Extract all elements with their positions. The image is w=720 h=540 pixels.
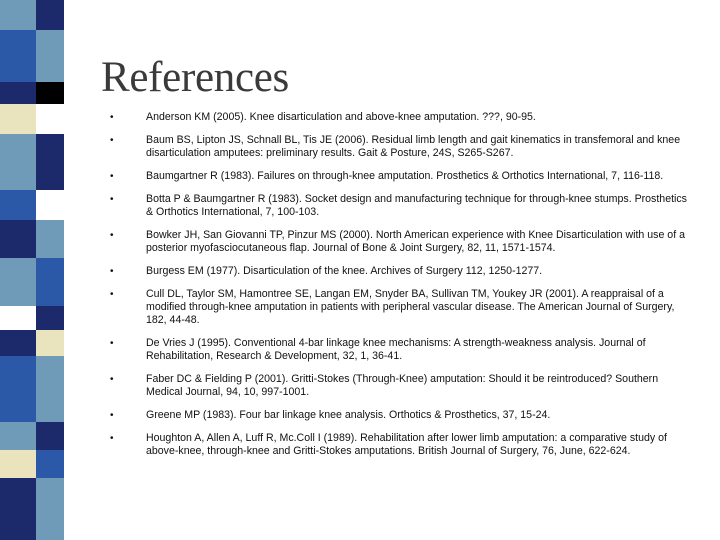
reference-text: Baum BS, Lipton JS, Schnall BL, Tis JE (2006). Residual limb length and gait kinematics in transfemoral and knee disarticulation amputees: preliminary results. Gait & Posture, 24S, S265-S267. [146,134,681,159]
bullet-icon: • [110,230,114,241]
stripe-block [36,134,64,190]
stripe-block [36,450,64,478]
stripe-block [0,306,36,330]
stripe-block [0,258,36,306]
reference-list [110,111,690,468]
reference-item [110,373,690,399]
stripe-block [0,82,36,104]
reference-text: Baumgartner R (1983). Failures on through-knee amputation. Prosthetics & Orthotics International, 7, 116-118. [146,170,664,182]
stripe-block [36,220,64,258]
bullet-icon: • [110,112,114,123]
reference-text: Bowker JH, San Giovanni TP, Pinzur MS (2000). North American experience with Knee Disarticulation with use of a posterior myofasciocutaneous flap. Journal of Bone & Joint Surgery, 82, 11, 1571-1574. [146,229,685,254]
reference-text: Houghton A, Allen A, Luff R, Mc.Coll I (1989). Rehabilitation after lower limb amputation: a comparative study of above-knee, through-knee and Gritti-Stokes amputations. British Journal of Surgery, 76, June, 622-624. [146,432,667,457]
stripe-block [36,0,64,30]
stripe-block [36,478,64,540]
reference-text: Cull DL, Taylor SM, Hamontree SE, Langan EM, Snyder BA, Sullivan TM, Youkey JR (2001). A reappraisal of a modified through-knee amputation in patients with peripheral vascular disease. The American Journal of Surgery, 182, 44-48. [146,288,675,326]
stripe-block [36,82,64,104]
bullet-icon: • [110,135,114,146]
reference-item [110,432,690,458]
bullet-icon: • [110,289,114,300]
stripe-block [0,330,36,356]
reference-text: De Vries J (1995). Conventional 4-bar linkage knee mechanisms: A strength-weakness analysis. Journal of Rehabilitation, Research & Development, 32, 1, 36-41. [146,337,646,362]
stripe-block [36,30,64,82]
stripe-block [0,30,36,82]
bullet-icon: • [110,410,114,421]
stripe-block [0,134,36,190]
stripe-block [36,258,64,306]
stripe-block [36,330,64,356]
stripe-block [0,0,36,30]
reference-text: Greene MP (1983). Four bar linkage knee analysis. Orthotics & Prosthetics, 37, 15-24. [146,409,551,421]
reference-item [110,193,690,219]
reference-item [110,111,690,124]
reference-item [110,337,690,363]
reference-item [110,409,690,422]
stripe-block [36,306,64,330]
stripe-block [0,104,36,134]
stripe-block [36,190,64,220]
stripe-block [0,190,36,220]
reference-item [110,170,690,183]
reference-item [110,265,690,278]
stripe-block [0,356,36,422]
reference-text: Burgess EM (1977). Disarticulation of the knee. Archives of Surgery 112, 1250-1277. [146,265,543,277]
stripe-block [0,450,36,478]
reference-item [110,288,690,327]
bullet-icon: • [110,171,114,182]
stripe-block [36,422,64,450]
stripe-block [0,422,36,450]
stripe-block [36,356,64,422]
bullet-icon: • [110,433,114,444]
reference-text: Faber DC & Fielding P (2001). Gritti-Stokes (Through-Knee) amputation: Should it be reintroduced? Southern Medical Journal, 94, 10, 997-1001. [146,373,659,398]
bullet-icon: • [110,194,114,205]
stripe-block [0,220,36,258]
reference-text: Botta P & Baumgartner R (1983). Socket design and manufacturing technique for through-knee stumps. Prosthetics & Orthotics International, 7, 100-103. [146,193,687,218]
bullet-icon: • [110,266,114,277]
reference-item [110,134,690,160]
stripe-block [0,478,36,540]
stripe-block [36,104,64,134]
bullet-icon: • [110,338,114,349]
slide-title: References [101,54,289,101]
reference-item [110,229,690,255]
bullet-icon: • [110,374,114,385]
reference-text: Anderson KM (2005). Knee disarticulation and above-knee amputation. ???, 90-95. [146,111,536,123]
decorative-stripe [0,0,64,540]
